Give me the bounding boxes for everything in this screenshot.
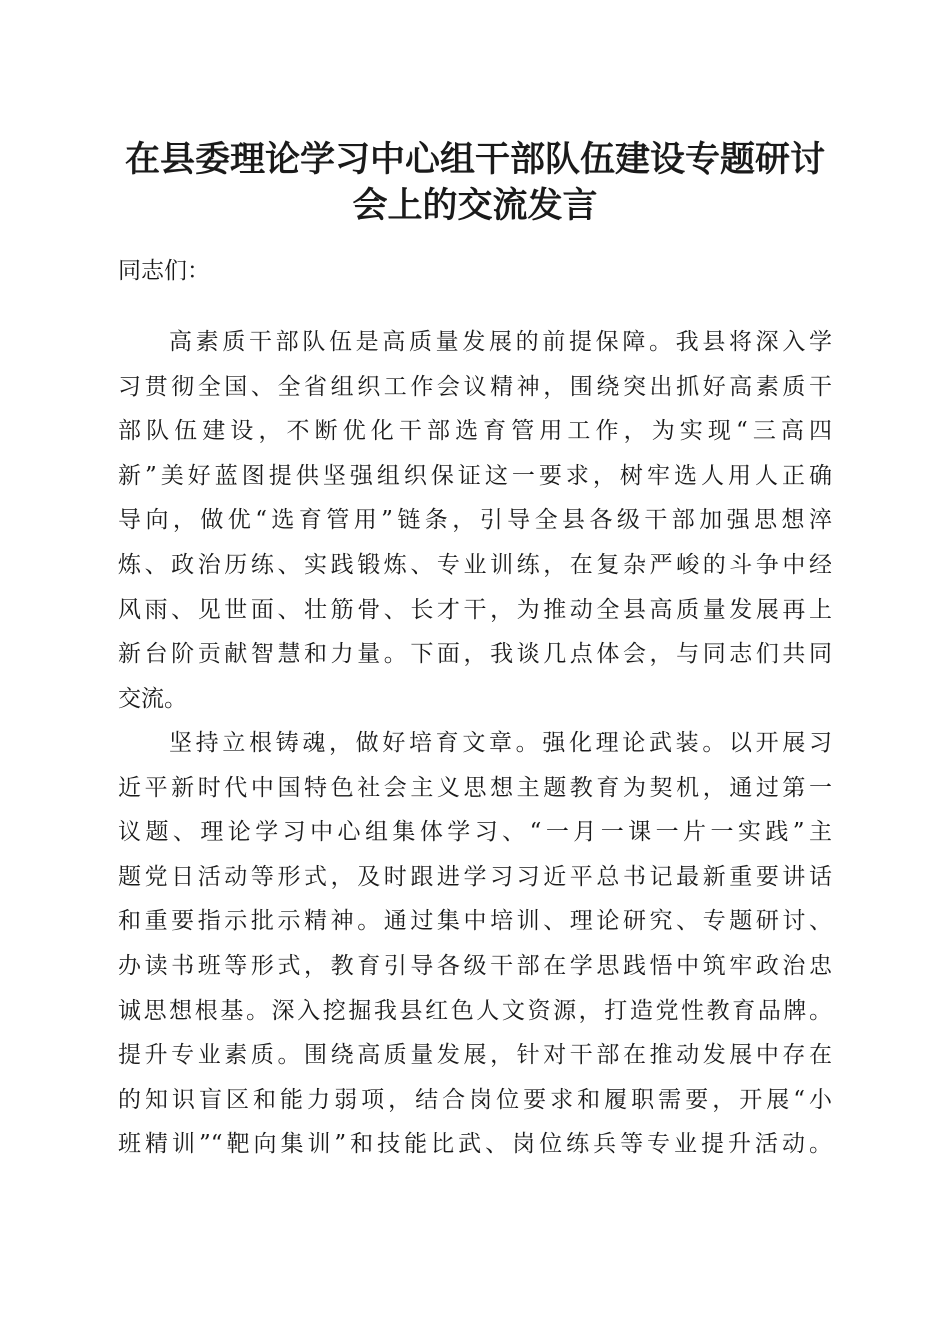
paragraph-2-line: 和重要指示批示精神。通过集中培训、理论研究、专题研讨、: [118, 908, 832, 934]
salutation: 同志们：: [118, 258, 210, 284]
paragraph-2-line: 近平新时代中国特色社会主义思想主题教育为契机，通过第一: [118, 775, 832, 801]
paragraph-2-line: 诚思想根基。深入挖掘我县红色人文资源，打造党性教育品牌。: [118, 998, 832, 1024]
document-title-line-2: 会上的交流发言: [352, 185, 598, 226]
paragraph-1-line: 交流。: [118, 686, 187, 712]
paragraph-1-line: 导向，做优“选育管用”链条，引导全县各级干部加强思想淬: [118, 507, 832, 533]
paragraph-1-line: 新台阶贡献智慧和力量。下面，我谈几点体会，与同志们共同: [118, 641, 832, 667]
paragraph-2-line: 办读书班等形式，教育引导各级干部在学思践悟中筑牢政治忠: [118, 953, 832, 979]
paragraph-2-line: 题党日活动等形式，及时跟进学习习近平总书记最新重要讲话: [118, 864, 832, 890]
paragraph-2-line: 坚持立根铸魂，做好培育文章。强化理论武装。以开展习: [169, 730, 832, 756]
paragraph-1-line: 新”美好蓝图提供坚强组织保证这一要求，树牢选人用人正确: [118, 463, 832, 489]
paragraph-1-line: 高素质干部队伍是高质量发展的前提保障。我县将深入学: [169, 329, 832, 355]
paragraph-2-line: 的知识盲区和能力弱项，结合岗位要求和履职需要，开展“小: [118, 1087, 832, 1113]
document-title-line-1: 在县委理论学习中心组干部队伍建设专题研讨: [124, 139, 825, 180]
paragraph-1-line: 部队伍建设，不断优化干部选育管用工作，为实现“三高四: [118, 418, 832, 444]
paragraph-1-line: 习贯彻全国、全省组织工作会议精神，围绕突出抓好高素质干: [118, 374, 832, 400]
paragraph-2-line: 议题、理论学习中心组集体学习、“一月一课一片一实践”主: [118, 819, 832, 845]
paragraph-2-line: 班精训”“靶向集训”和技能比武、岗位练兵等专业提升活动。: [118, 1131, 832, 1157]
paragraph-2-line: 提升专业素质。围绕高质量发展，针对干部在推动发展中存在: [118, 1042, 832, 1068]
paragraph-1-line: 风雨、见世面、壮筋骨、长才干，为推动全县高质量发展再上: [118, 597, 832, 623]
paragraph-1-line: 炼、政治历练、实践锻炼、专业训练，在复杂严峻的斗争中经: [118, 552, 832, 578]
